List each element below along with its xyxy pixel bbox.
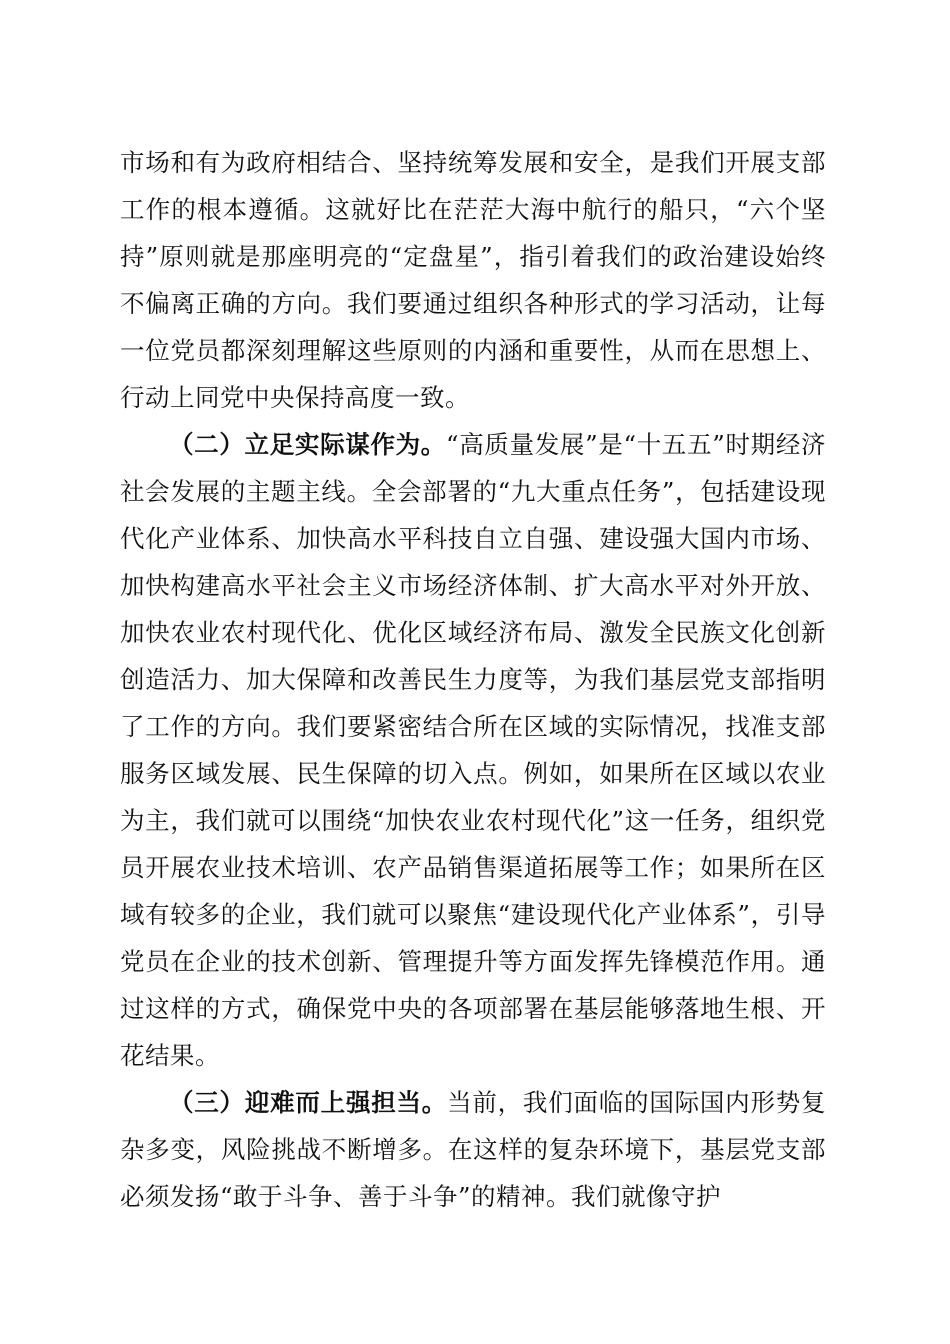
paragraph-text: 市场和有为政府相结合、坚持统筹发展和安全，是我们开展支部工作的根本遵循。这就好比在茫茫大海中航行的船只，“六个坚持”原则就是那座明亮的“定盘星”，指引着我们的政治建设始终不偏离正确的方向。我们要通过组织各种形式的学习活动，让每一位党员都深刻理解这些原则的内涵和重要性，从而在思想上、行动上同党中央保持高度一致。 <box>120 148 826 412</box>
paragraph-text: “高质量发展”是“十五五”时期经济社会发展的主题主线。全会部署的“九大重点任务”，包括建设现代化产业体系、加快高水平科技自立自强、建设强大国内市场、加快构建高水平社会主义市场经济体制、扩大高水平对外开放、加快农业农村现代化、优化区域经济布局、激发全民族文化创新创造活力、加大保障和改善民生力度等，为我们基层党支部指明了工作的方向。我们要紧密结合所在区域的实际情况，找准支部服务区域发展、民生保障的切入点。例如，如果所在区域以农业为主，我们就可以围绕“加快农业农村现代化”这一任务，组织党员开展农业技术培训、农产品销售渠道拓展等工作；如果所在区域有较多的企业，我们就可以聚焦“建设现代化产业体系”，引导党员在企业的技术创新、管理提升等方面发挥先锋模范作用。通过这样的方式，确保党中央的各项部署在基层能够落地生根、开花结果。 <box>120 430 826 1070</box>
document-body <box>120 139 826 1220</box>
section-heading-two: （二）立足实际谋作为。 <box>169 430 446 459</box>
paragraph-text: 当前，我们面临的国际国内形势复杂多变，风险挑战不断增多。在这样的复杂环境下，基层党支部必须发扬“敢于斗争、善于斗争”的精神。我们就像守护 <box>120 1088 827 1211</box>
section-heading-three: （三）迎难而上强担当。 <box>169 1088 448 1117</box>
paragraph-section-three <box>120 1079 826 1220</box>
paragraph-section-two <box>120 421 826 1079</box>
paragraph-continuation <box>120 139 826 421</box>
